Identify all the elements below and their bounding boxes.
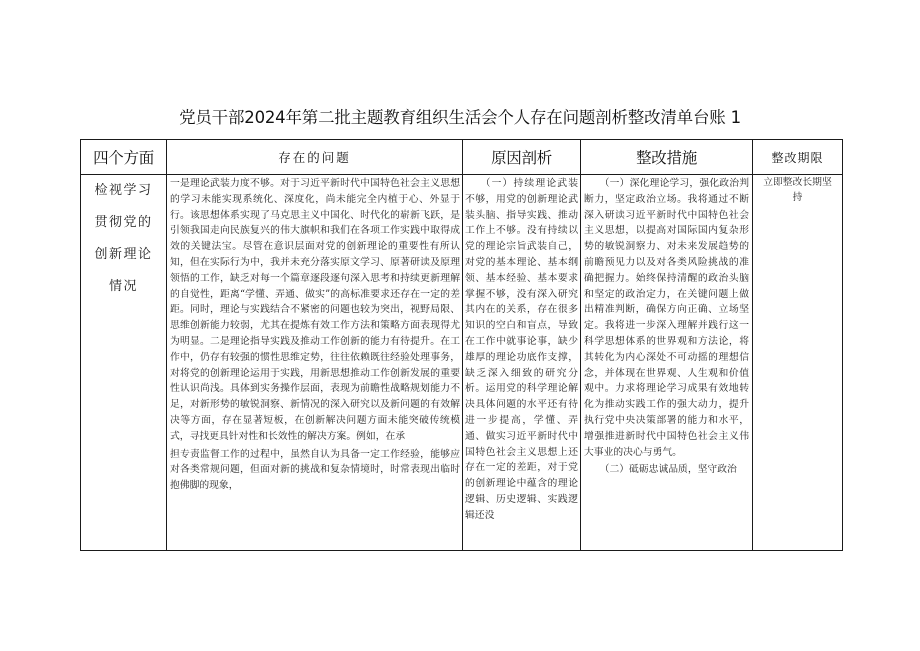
measure-paragraph: （一）深化理论学习，强化政治判断力，坚定政治立场。我将通过不断深入研读习近平新时代中国特色社会主义思想，以提高对国际国内复杂形势的敏锐洞察力、对未来发展趋势的前瞻预见力以及对各类风险挑战的准确把握力。始终保持清醒的政治头脑和坚定的政治定力，在关键问题上做出精准判断，确保方向正确、立场坚定。我将进一步深入理解并践行这一科学思想体系的世界观和方法论，将其转化为内心深处不可动摇的理想信念，并体现在世界观、人生观和价值观中。力求将理论学习成果有效地转化为推动实践工作的强大动力，提升执行党中央决策部署的能力和水平，增强推进新时代中国特色社会主义伟大事业的决心与勇气。: [584, 178, 749, 458]
deadline-cell: [753, 175, 843, 551]
aspect-line: 检视学习: [94, 183, 153, 198]
cause-paragraph: （一）持续理论武装不够，用党的创新理论武装头脑、指导实践、推动工作上不够。没有持续以党的理论宗旨武装自己，对党的基本理论、基本纲领、基本经验、基本要求掌握不够，没有深入研究其内在的关系，存在很多知识的空白和盲点，导致在工作中就事论事，缺少雄厚的理论功底作支撑，缺乏深入细致的研究分析。运用党的科学理论解决具体问题的水平还有待进一步提高，学懂、弄通、做实习近平新时代中国特色社会主义思想上还存在一定的差距，对于党的创新理论中蕴含的理论逻辑、历史逻辑、实践逻辑还没: [465, 178, 578, 521]
measure-text: [581, 175, 752, 478]
aspect-line: 创新理论: [94, 247, 153, 262]
cause-cell: [463, 175, 581, 551]
header-aspect: 四个方面: [81, 140, 167, 175]
document-title: 党员干部2024年第二批主题教育组织生活会个人存在问题剖析整改清单台账 1: [179, 108, 741, 127]
aspect-line: 情况: [108, 279, 138, 294]
cause-text: [463, 175, 580, 524]
aspect-text: [81, 175, 166, 303]
aspect-line: 贯彻党的: [94, 215, 153, 230]
header-issue: 存在的问题: [167, 140, 463, 175]
rectification-table: [80, 139, 843, 551]
header-deadline: 整改期限: [753, 140, 843, 175]
measure-paragraph: （二）砥砺忠诚品质，坚守政治: [599, 464, 737, 476]
issue-paragraph: 一是理论武装力度不够。对于习近平新时代中国特色社会主义思想的学习未能实现系统化、深度化，尚未能完全内植于心、外显于行。该思想体系实现了马克思主义中国化、时代化的崭新飞跃，是引领我国走向民族复兴的伟大旗帜和我们在各项工作实践中取得成效的关键法宝。尽管在意识层面对党的创新理论的重要性有所认知，但在实际行为中，我并未充分落实原文学习、原著研读及原理领悟的工作，缺乏对每一个篇章逐段逐句深入思考和持续更新理解的自觉性，距离“学懂、弄通、做实”的高标准要求还存在一定的差距。同时，理论与实践结合不紧密的问题也较为突出，视野局限、思维创新能力较弱，尤其在提炼有效工作方法和策略方面表现得尤为明显。二是理论指导实践及推动工作创新的能力有待提升。在工作中，仍存有较强的惯性思维定势，往往依赖既往经验处理事务，对将党的创新理论运用于实践，用新思想推动工作创新发展的重要性认识尚浅。具体到实务操作层面，表现为前瞻性战略规划能力不足，对新形势的敏锐洞察、新情况的深入研究以及新问题的有效解决等方面，存在显著短板，在创新解决问题方面未能突破传统模式，寻找更具针对性和长效性的解决方案。例如，在承: [170, 178, 460, 442]
table-header-row: [81, 140, 843, 175]
aspect-cell: [81, 175, 167, 551]
issue-text: [167, 175, 462, 494]
header-measure: 整改措施: [581, 140, 753, 175]
issue-paragraph: 担专责监督工作的过程中，虽然自认为具备一定工作经验，能够应对各类常规问题，但面对新的挑战和复杂情境时，时常表现出临时抱佛脚的现象，: [170, 448, 460, 492]
measure-cell: [581, 175, 753, 551]
issue-cell: [167, 175, 463, 551]
header-cause: 原因剖析: [463, 140, 581, 175]
table-row: [81, 175, 843, 551]
deadline-text: 立即整改长期坚持: [763, 177, 832, 203]
